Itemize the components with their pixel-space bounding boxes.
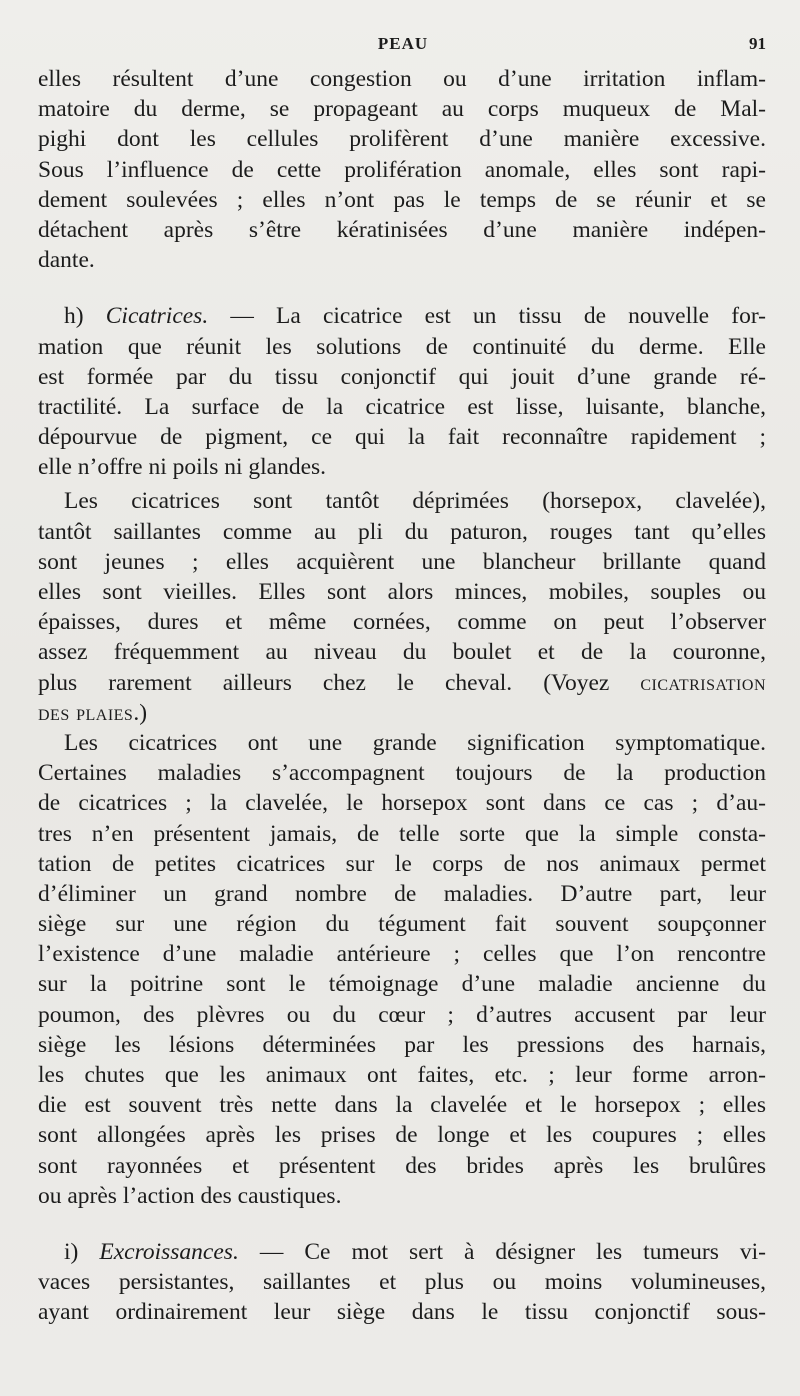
text-line: Certaines maladies s’accompagnent toujours de la production <box>38 760 766 787</box>
cross-reference: cicatrisation <box>640 669 766 696</box>
text-line: tractilité. La surface de la cicatrice est lisse, luisante, blanche, <box>38 393 766 420</box>
text-line: sont rayonnées et présentent des brides après les brulûres <box>38 1152 766 1179</box>
text-line: elles résultent d’une congestion ou d’une irritation inflam- <box>38 66 766 92</box>
text-line: les chutes que les animaux ont faites, etc. ; leur forme arron- <box>38 1062 766 1088</box>
text-line: siège sur une région du tégument fait souvent soupçonner <box>38 911 766 938</box>
section-heading-text: — Ce mot sert à désigner les tumeurs vi- <box>259 1238 766 1265</box>
section-excroissances <box>38 1237 766 1328</box>
text-line: Les cicatrices ont une grande signification symptomatique. <box>64 729 766 756</box>
text-line: Les cicatrices sont tantôt déprimées (horsepox, clavelée), <box>64 488 766 515</box>
text-line: d’éliminer un grand nombre de maladies. D’autre part, leur <box>38 880 766 907</box>
section-heading-line <box>38 301 766 331</box>
text-line: ou après l’action des caustiques. <box>38 1182 342 1209</box>
text-line: assez fréquemment au niveau du boulet et de la couronne, <box>38 639 766 666</box>
text-line: dante. <box>38 247 95 274</box>
text-line: sur la poitrine sont le témoignage d’une maladie ancienne du <box>38 971 766 998</box>
text-line: est formée par du tissu conjonctif qui jouit d’une grande ré- <box>38 363 766 390</box>
text-line: dement soulevées ; elles n’ont pas le temps de se réunir et se <box>38 186 766 213</box>
section-cicatrices <box>38 301 766 482</box>
text-line: l’existence d’une maladie antérieure ; celles que l’on rencontre <box>38 941 766 968</box>
text-line: dépourvue de pigment, ce qui la fait reconnaître rapidement ; <box>38 424 766 451</box>
text-line: siège les lésions déterminées par les pressions des harnais, <box>38 1031 766 1058</box>
text-line: mation que réunit les solutions de continuité du derme. Elle <box>38 333 766 360</box>
text-fragment: plus rarement ailleurs chez le cheval. (Voyez <box>38 669 610 696</box>
text-line: tres n’en présentent jamais, de telle sorte que la simple consta- <box>38 820 766 847</box>
cross-reference: des plaies <box>38 699 134 726</box>
section-title: Excroissances. <box>99 1238 239 1265</box>
text-line: tantôt saillantes comme au pli du paturon, rouges tant qu’elles <box>38 518 766 545</box>
text-line <box>38 698 766 728</box>
paragraph-signification <box>38 728 766 1211</box>
body-text <box>38 64 766 1328</box>
text-line: pighi dont les cellules prolifèrent d’une manière excessive. <box>38 126 766 153</box>
page-number: 91 <box>749 34 766 53</box>
section-title: Cicatrices. <box>105 303 209 330</box>
text-line: sont jeunes ; elles acquièrent une blancheur brillante quand <box>38 548 766 575</box>
running-head: PEAU <box>377 34 429 53</box>
text-line: tation de petites cicatrices sur le corps de nos animaux permet <box>38 850 766 877</box>
text-line: vaces persistantes, saillantes et plus ou moins volumineuses, <box>38 1269 766 1296</box>
paragraph-cicatrices-types <box>38 486 766 728</box>
text-line: elles sont vieilles. Elles sont alors minces, mobiles, souples ou <box>38 579 766 605</box>
text-line: de cicatrices ; la clavelée, le horsepox sont dans ce cas ; d’au- <box>38 790 766 817</box>
text-line: die est souvent très nette dans la clavelée et le horsepox ; elles <box>38 1092 766 1119</box>
text-line <box>38 668 766 698</box>
text-line: ayant ordinairement leur siège dans le tissu conjonctif sous- <box>38 1299 766 1326</box>
section-heading-line <box>38 1237 766 1267</box>
text-fragment: .) <box>133 699 148 726</box>
text-line: poumon, des plèvres ou du cœur ; d’autres accusent par leur <box>38 1001 766 1028</box>
text-line: matoire du derme, se propageant au corps muqueux de Mal- <box>38 96 766 123</box>
paragraph-continuation <box>38 64 766 275</box>
text-line: Sous l’influence de cette prolifération anomale, elles sont rapi- <box>38 156 766 183</box>
text-line: elle n’offre ni poils ni glandes. <box>38 454 327 481</box>
section-heading-text: — La cicatrice est un tissu de nouvelle for- <box>230 303 766 330</box>
page-header <box>40 34 766 58</box>
section-marker: h) <box>64 303 84 330</box>
text-line: épaisses, dures et même cornées, comme on peut l’observer <box>38 609 766 636</box>
section-marker: i) <box>64 1238 79 1265</box>
text-line: détachent après s’être kératinisées d’une manière indépen- <box>38 216 766 243</box>
text-line: sont allongées après les prises de longe et les coupures ; elles <box>38 1122 766 1149</box>
